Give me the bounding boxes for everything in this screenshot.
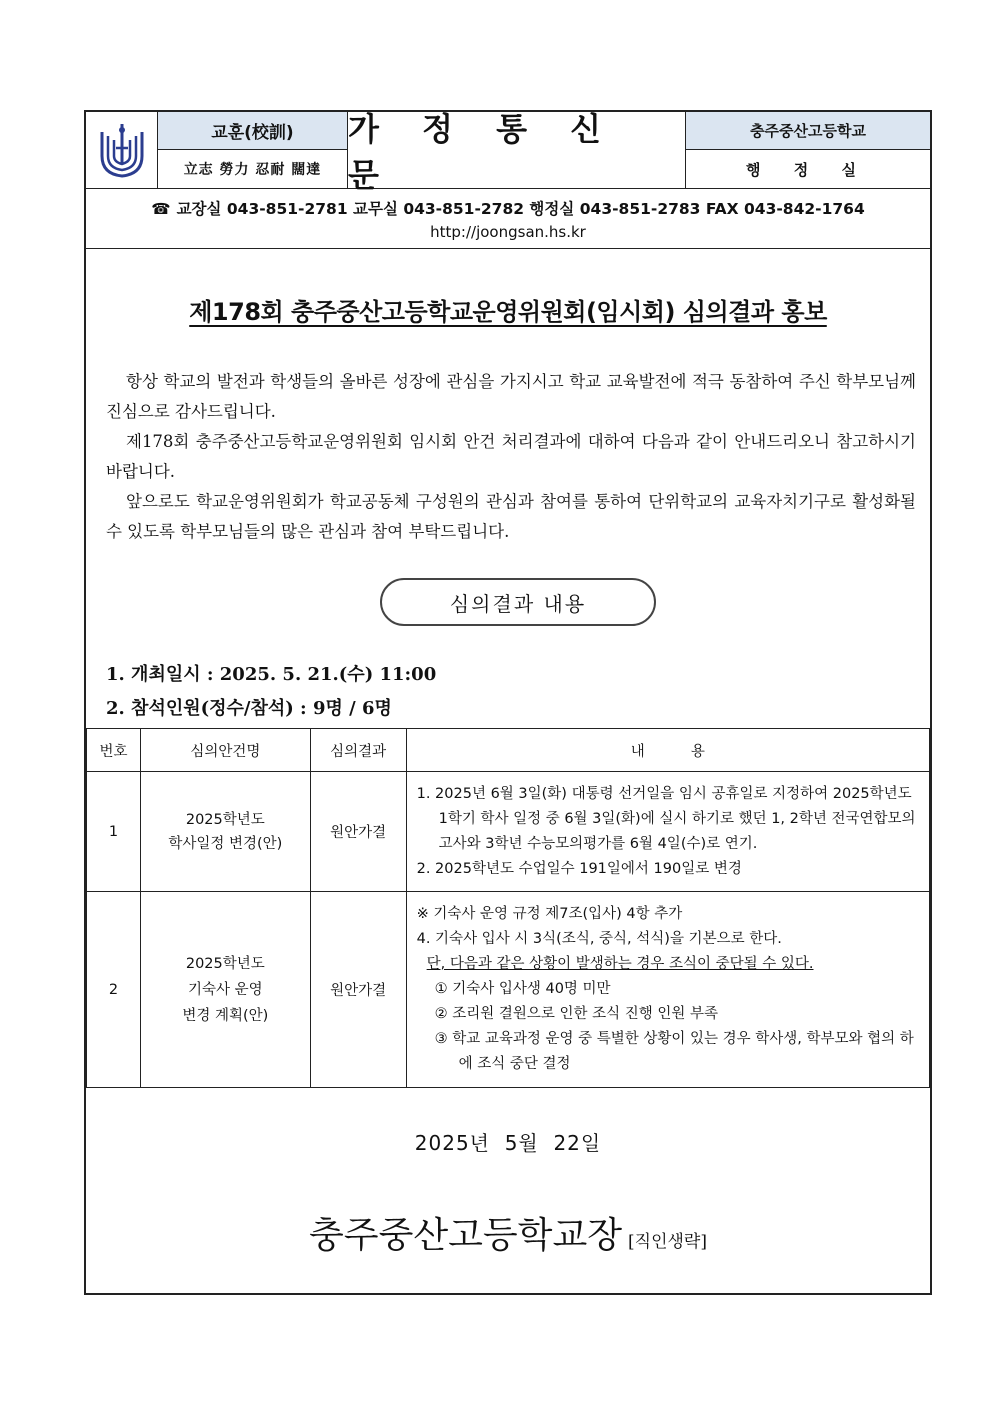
agenda-line: 2025학년도 bbox=[185, 811, 265, 828]
telephone-icon: ☎ bbox=[151, 200, 171, 218]
agenda-line: 기숙사 운영 bbox=[188, 981, 263, 998]
website-link[interactable]: http://joongsan.hs.kr bbox=[430, 223, 586, 241]
contact-phones bbox=[86, 197, 930, 219]
newsletter-title: 가 정 통 신 문 bbox=[348, 112, 686, 188]
agenda-line: 변경 계획(안) bbox=[182, 1007, 269, 1024]
content-item: ③ 학교 교육과정 운영 중 특별한 상황이 있는 경우 학사생, 학부모와 협의 하에 조식 중단 결정 bbox=[434, 1031, 914, 1072]
principal-signature bbox=[86, 1207, 930, 1258]
agenda-line: 학사일정 변경(안) bbox=[168, 835, 283, 852]
deliberation-table bbox=[86, 728, 930, 1088]
section-label: 심의결과 내용 bbox=[380, 578, 656, 626]
row-result: 원안가결 bbox=[310, 772, 406, 892]
school-name: 충주중산고등학교 bbox=[686, 112, 930, 150]
content-item: ① 기숙사 입사생 40명 미만 bbox=[434, 981, 611, 997]
row-result: 원안가결 bbox=[310, 892, 406, 1088]
row-content bbox=[406, 772, 929, 892]
col-header-result: 심의결과 bbox=[310, 729, 406, 772]
office-name: 행 정 실 bbox=[746, 160, 870, 179]
row-number: 2 bbox=[87, 892, 141, 1088]
motto-title: 교훈(校訓) bbox=[158, 112, 348, 150]
content-item-underlined: 단, 다음과 같은 상황이 발생하는 경우 조식이 중단될 수 있다. bbox=[426, 956, 814, 972]
table-row bbox=[87, 892, 930, 1088]
logo-cell bbox=[86, 112, 158, 188]
content-item: 1. 2025년 6월 3일(화) 대통령 선거일을 임시 공휴일로 지정하여 2025학년도 1학기 학사 일정 중 6월 3일(화)에 실시 하기로 했던 1, 2학년 전국연합모의고사와 3학년 수능모의평가를 6월 4일(수)로 연기. bbox=[416, 785, 916, 852]
row-agenda bbox=[140, 772, 310, 892]
table-row bbox=[87, 772, 930, 892]
content-item: ② 조리원 결원으로 인한 조식 진행 인원 부족 bbox=[434, 1006, 718, 1022]
issue-date: 2025년 5월 22일 bbox=[414, 1131, 602, 1155]
row-content bbox=[406, 892, 929, 1088]
content-item: 2. 2025학년도 수업일수 191일에서 190일로 변경 bbox=[416, 860, 742, 877]
contact-info bbox=[86, 188, 930, 249]
page-title bbox=[86, 292, 930, 327]
content-item: ※ 기숙사 운영 규정 제7조(입사) 4항 추가 bbox=[416, 906, 683, 922]
meeting-date: 1. 개최일시 : 2025. 5. 21.(수) 11:00 bbox=[106, 664, 437, 685]
table-header-row bbox=[87, 729, 930, 772]
newsletter-frame bbox=[84, 110, 932, 1295]
school-emblem-icon bbox=[97, 122, 147, 178]
principal-name: 충주중산고등학교장 bbox=[309, 1215, 623, 1256]
intro-text bbox=[106, 367, 916, 547]
row-number: 1 bbox=[87, 772, 141, 892]
col-header-agenda: 심의안건명 bbox=[140, 729, 310, 772]
row-agenda bbox=[140, 892, 310, 1088]
intro-paragraph: 항상 학교의 발전과 학생들의 올바른 성장에 관심을 가지시고 학교 교육발전에 적극 동참하여 주신 학부모님께 진심으로 감사드립니다. bbox=[106, 372, 916, 421]
col-header-content: 내 용 bbox=[406, 729, 929, 772]
newsletter-header bbox=[86, 110, 930, 194]
agenda-line: 2025학년도 bbox=[185, 955, 265, 972]
meeting-attendance: 2. 참석인원(정수/참석) : 9명 / 6명 bbox=[106, 698, 392, 719]
motto-text: 立志 勞力 忍耐 闊達 bbox=[158, 150, 348, 188]
content-item bbox=[417, 952, 921, 977]
seal-note: [직인생략] bbox=[628, 1232, 707, 1252]
col-header-no: 번호 bbox=[87, 729, 141, 772]
content-item: 4. 기숙사 입사 시 3식(조식, 중식, 석식)을 기본으로 한다. bbox=[416, 931, 782, 947]
intro-paragraph: 앞으로도 학교운영위원회가 학교공동체 구성원의 관심과 참여를 통하여 단위학교의 교육자치기구로 활성화될 수 있도록 학부모님들의 많은 관심과 참여 부탁드립니다. bbox=[106, 492, 916, 541]
intro-paragraph: 제178회 충주중산고등학교운영위원회 임시회 안건 처리결과에 대하여 다음과 같이 안내드리오니 참고하시기 바랍니다. bbox=[106, 432, 916, 481]
contact-line: 교장실 043-851-2781 교무실 043-851-2782 행정실 043-851-2783 FAX 043-842-1764 bbox=[176, 200, 865, 218]
page-title-text: 제178회 충주중산고등학교운영위원회(임시회) 심의결과 홍보 bbox=[189, 298, 827, 326]
